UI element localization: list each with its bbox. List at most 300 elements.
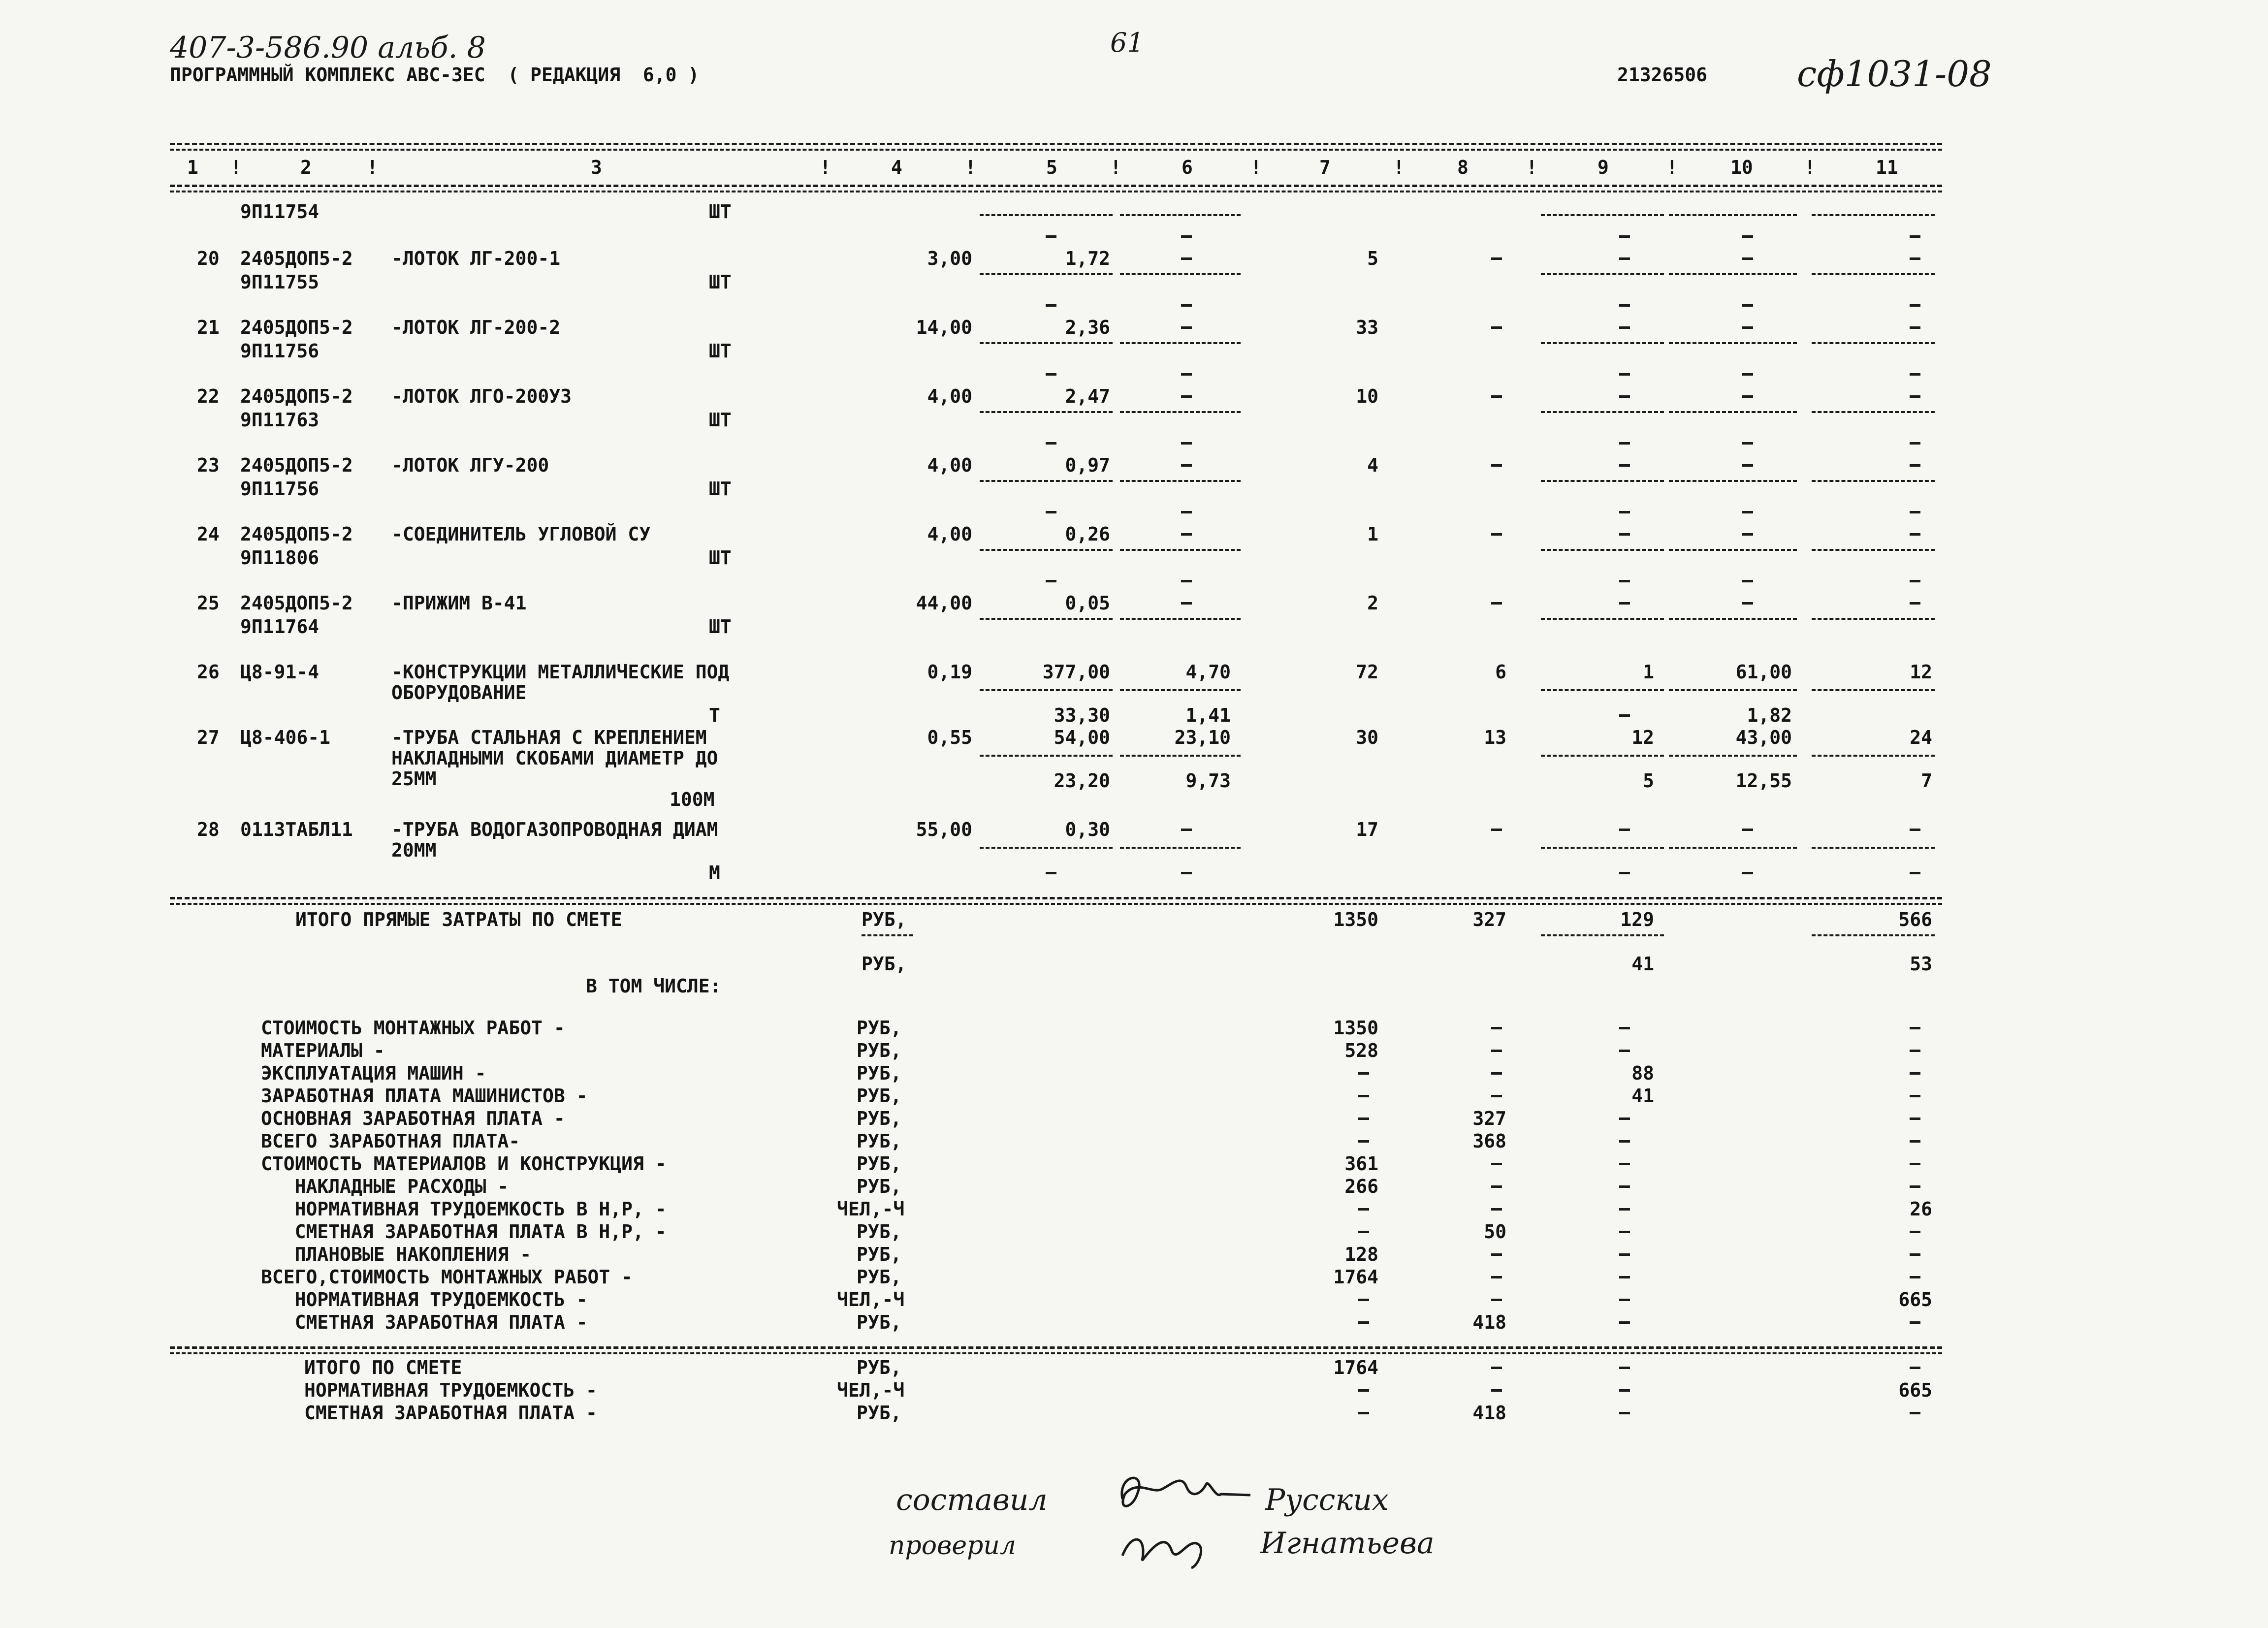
final-rule bbox=[170, 1346, 1942, 1349]
column-header-10: 10 bbox=[1730, 157, 1753, 178]
empty-value-dash bbox=[1742, 511, 1753, 513]
cell-rule bbox=[980, 847, 1113, 849]
column-separator: ! bbox=[1526, 157, 1537, 178]
row-unit-cost: 0,97 bbox=[1065, 454, 1110, 476]
row-unit: М bbox=[709, 862, 720, 884]
cell-rule bbox=[1541, 689, 1664, 691]
empty-value-dash bbox=[1910, 1140, 1920, 1143]
row-unit-cost: 377,00 bbox=[1042, 661, 1110, 683]
row-quantity: 4,00 bbox=[927, 523, 972, 545]
cell-rule bbox=[1669, 342, 1797, 344]
row-quantity: 4,00 bbox=[927, 385, 972, 407]
empty-value-dash bbox=[1742, 580, 1753, 582]
row-name-continued: НАКЛАДНЫМИ СКОБАМИ ДИАМЕТР ДО bbox=[391, 747, 718, 769]
row-code: 2405ДОП5-2 bbox=[240, 317, 353, 338]
empty-value-dash bbox=[1619, 257, 1630, 260]
cell-rule bbox=[1812, 342, 1935, 344]
checker-name: Игнатьева bbox=[1260, 1526, 1435, 1561]
column-header-11: 11 bbox=[1876, 157, 1898, 178]
empty-value-dash bbox=[1742, 533, 1753, 536]
column-header-2: 2 bbox=[300, 157, 312, 178]
column-header-rule bbox=[170, 185, 1942, 187]
row-quantity: 14,00 bbox=[916, 317, 972, 338]
row-code: Ц8-91-4 bbox=[240, 661, 319, 683]
row-quantity: 4,00 bbox=[927, 454, 972, 476]
cell-rule bbox=[1541, 549, 1664, 551]
empty-value-dash bbox=[1619, 829, 1630, 831]
row-unit-cost-secondary: 33,30 bbox=[1054, 704, 1110, 726]
empty-value-dash bbox=[1358, 1208, 1369, 1211]
empty-value-dash bbox=[1910, 1276, 1920, 1278]
cell-rule bbox=[1812, 480, 1935, 482]
row-total: 10 bbox=[1356, 385, 1378, 407]
row-machine-secondary: 5 bbox=[1643, 770, 1654, 792]
row-quantity: 0,55 bbox=[927, 727, 972, 748]
row-total: 2 bbox=[1367, 592, 1378, 614]
checker-signature bbox=[1113, 1521, 1231, 1570]
empty-value-dash bbox=[1181, 235, 1192, 238]
cell-rule bbox=[1669, 411, 1797, 413]
cell-rule bbox=[862, 934, 913, 936]
empty-value-dash bbox=[1910, 304, 1920, 307]
row-number: 20 bbox=[197, 248, 220, 269]
empty-value-dash bbox=[1910, 326, 1920, 329]
row-number: 23 bbox=[197, 454, 220, 476]
column-separator: ! bbox=[1250, 157, 1262, 178]
row-number: 25 bbox=[197, 592, 220, 614]
breakdown-label: ОСНОВНАЯ ЗАРАБОТНАЯ ПЛАТА - bbox=[261, 1108, 565, 1129]
column-header-6: 6 bbox=[1182, 157, 1193, 178]
empty-value-dash bbox=[1491, 395, 1502, 398]
row-labor-norm-secondary: 1,82 bbox=[1747, 704, 1792, 726]
empty-value-dash bbox=[1910, 533, 1920, 536]
empty-value-dash bbox=[1619, 602, 1630, 605]
breakdown-value: 361 bbox=[1344, 1153, 1378, 1175]
empty-value-dash bbox=[1358, 1095, 1369, 1097]
empty-value-dash bbox=[1619, 395, 1630, 398]
cell-rule bbox=[1812, 549, 1935, 551]
cell-rule bbox=[980, 755, 1113, 757]
cell-rule bbox=[1120, 411, 1241, 413]
row-number: 22 bbox=[197, 385, 220, 407]
column-header-8: 8 bbox=[1457, 157, 1469, 178]
row-quantity: 0,19 bbox=[927, 661, 972, 683]
checked-by-label: проверил bbox=[889, 1531, 1017, 1561]
empty-value-dash bbox=[1358, 1299, 1369, 1301]
empty-value-dash bbox=[1619, 1253, 1630, 1256]
empty-value-dash bbox=[1046, 872, 1056, 874]
cell-rule bbox=[1120, 342, 1241, 344]
cell-rule bbox=[1669, 618, 1797, 620]
empty-value-dash bbox=[1619, 442, 1630, 445]
empty-value-dash bbox=[1742, 872, 1753, 874]
breakdown-value: 41 bbox=[1631, 1085, 1654, 1107]
cell-rule bbox=[1812, 847, 1935, 849]
empty-value-dash bbox=[1910, 1412, 1920, 1414]
cell-rule bbox=[980, 549, 1113, 551]
row-name: -ТРУБА ВОДОГАЗОПРОВОДНАЯ ДИАМ bbox=[391, 819, 718, 840]
column-header-7: 7 bbox=[1319, 157, 1331, 178]
row-name: -СОЕДИНИТЕЛЬ УГЛОВОЙ СУ bbox=[391, 523, 651, 545]
cell-rule bbox=[1541, 411, 1664, 413]
breakdown-label: СТОИМОСТЬ МАТЕРИАЛОВ И КОНСТРУКЦИЯ - bbox=[261, 1153, 667, 1175]
empty-value-dash bbox=[1046, 580, 1056, 582]
table-top-rule-2 bbox=[170, 149, 1942, 151]
direct-costs-labor-secondary: 53 bbox=[1910, 953, 1932, 975]
row-ref-code: 9П11756 bbox=[240, 340, 319, 362]
column-separator: ! bbox=[1666, 157, 1678, 178]
page-number: 61 bbox=[1110, 27, 1144, 58]
cell-rule bbox=[1669, 689, 1797, 691]
empty-value-dash bbox=[1491, 1163, 1502, 1165]
empty-value-dash bbox=[1910, 1321, 1920, 1324]
row-name: -ЛОТОК ЛГО-200У3 bbox=[391, 385, 572, 407]
empty-value-dash bbox=[1910, 1027, 1920, 1029]
row-code: 2405ДОП5-2 bbox=[240, 523, 353, 545]
cell-rule bbox=[1541, 847, 1664, 849]
breakdown-unit: РУБ, bbox=[857, 1311, 902, 1333]
cell-rule bbox=[1812, 214, 1935, 216]
row-ref-code: 9П11754 bbox=[240, 201, 319, 223]
cell-rule bbox=[1669, 214, 1797, 216]
cell-rule bbox=[1120, 480, 1241, 482]
row-machine: 1 bbox=[1643, 661, 1654, 683]
empty-value-dash bbox=[1491, 829, 1502, 831]
empty-value-dash bbox=[1742, 257, 1753, 260]
empty-value-dash bbox=[1181, 872, 1192, 874]
empty-value-dash bbox=[1491, 1027, 1502, 1029]
cell-rule bbox=[1812, 934, 1935, 936]
breakdown-unit: РУБ, bbox=[857, 1221, 902, 1243]
row-unit: ШТ bbox=[709, 409, 732, 431]
cell-rule bbox=[1541, 214, 1664, 216]
cell-rule bbox=[1541, 755, 1664, 757]
breakdown-unit: РУБ, bbox=[857, 1062, 902, 1084]
cell-rule bbox=[1541, 934, 1664, 936]
breakdown-value: 528 bbox=[1344, 1040, 1378, 1061]
row-labor-total-secondary: 7 bbox=[1921, 770, 1932, 792]
breakdown-value: 327 bbox=[1472, 1108, 1506, 1129]
empty-value-dash bbox=[1619, 373, 1630, 376]
row-ref-code: 9П11764 bbox=[240, 616, 319, 638]
empty-value-dash bbox=[1910, 580, 1920, 582]
row-quantity: 55,00 bbox=[916, 819, 972, 840]
row-code: 2405ДОП5-2 bbox=[240, 592, 353, 614]
empty-value-dash bbox=[1491, 1253, 1502, 1256]
row-number: 27 bbox=[197, 727, 220, 748]
row-total: 33 bbox=[1356, 317, 1378, 338]
row-unit-wage: 23,10 bbox=[1174, 727, 1231, 748]
empty-value-dash bbox=[1910, 442, 1920, 445]
empty-value-dash bbox=[1619, 235, 1630, 238]
breakdown-label: ВСЕГО ЗАРАБОТНАЯ ПЛАТА- bbox=[261, 1130, 520, 1152]
row-code: 2405ДОП5-2 bbox=[240, 385, 353, 407]
direct-costs-machine: 129 bbox=[1620, 909, 1654, 930]
album-code: 407-3-586.90 альб. 8 bbox=[170, 31, 486, 65]
final-total-unit: ЧЕЛ,-Ч bbox=[837, 1379, 905, 1401]
including-label: В ТОМ ЧИСЛЕ: bbox=[586, 975, 721, 997]
row-ref-code: 9П11756 bbox=[240, 478, 319, 500]
column-separator: ! bbox=[820, 157, 831, 178]
empty-value-dash bbox=[1619, 1208, 1630, 1211]
direct-costs-wage: 327 bbox=[1472, 909, 1506, 930]
breakdown-unit: РУБ, bbox=[857, 1040, 902, 1061]
row-name-continued: 25ММ bbox=[391, 768, 437, 790]
breakdown-unit: РУБ, bbox=[857, 1176, 902, 1197]
row-quantity: 44,00 bbox=[916, 592, 972, 614]
breakdown-unit: РУБ, bbox=[857, 1244, 902, 1265]
cell-rule bbox=[1120, 847, 1241, 849]
breakdown-value: 50 bbox=[1484, 1221, 1506, 1243]
compiler-name: Русских bbox=[1265, 1483, 1389, 1517]
breakdown-label: ВСЕГО,СТОИМОСТЬ МОНТАЖНЫХ РАБОТ - bbox=[261, 1266, 633, 1288]
empty-value-dash bbox=[1619, 1050, 1630, 1052]
row-ref-code: 9П11763 bbox=[240, 409, 319, 431]
document-number: 21326506 bbox=[1617, 64, 1708, 86]
row-labor-norm: 43,00 bbox=[1735, 727, 1792, 748]
empty-value-dash bbox=[1910, 1072, 1920, 1075]
column-separator: ! bbox=[367, 157, 378, 178]
cell-rule bbox=[1541, 342, 1664, 344]
direct-costs-label: ИТОГО ПРЯМЫЕ ЗАТРАТЫ ПО СМЕТЕ bbox=[295, 909, 622, 930]
breakdown-label: НАКЛАДНЫЕ РАСХОДЫ - bbox=[261, 1176, 509, 1197]
final-total-value: 1764 bbox=[1333, 1357, 1378, 1378]
row-name: -ПРИЖИМ В-41 bbox=[391, 592, 527, 614]
final-total-unit: РУБ, bbox=[857, 1357, 902, 1378]
cell-rule bbox=[1669, 847, 1797, 849]
row-machine: 12 bbox=[1631, 727, 1654, 748]
cell-rule bbox=[1120, 549, 1241, 551]
empty-value-dash bbox=[1910, 257, 1920, 260]
row-unit-cost: 0,30 bbox=[1065, 819, 1110, 840]
cell-rule bbox=[980, 618, 1113, 620]
row-unit-cost: 2,36 bbox=[1065, 317, 1110, 338]
breakdown-unit: РУБ, bbox=[857, 1108, 902, 1129]
empty-value-dash bbox=[1910, 1117, 1920, 1120]
empty-value-dash bbox=[1742, 373, 1753, 376]
row-name: -ТРУБА СТАЛЬНАЯ С КРЕПЛЕНИЕМ bbox=[391, 727, 707, 748]
cell-rule bbox=[980, 214, 1113, 216]
row-labor-norm-secondary: 12,55 bbox=[1735, 770, 1792, 792]
breakdown-value: 665 bbox=[1898, 1289, 1932, 1310]
final-total-unit: РУБ, bbox=[857, 1402, 902, 1424]
empty-value-dash bbox=[1181, 511, 1192, 513]
empty-value-dash bbox=[1619, 1185, 1630, 1188]
direct-costs-machine-secondary: 41 bbox=[1631, 953, 1654, 975]
empty-value-dash bbox=[1619, 1299, 1630, 1301]
row-name: -ЛОТОК ЛГУ-200 bbox=[391, 454, 549, 476]
section-rule bbox=[170, 897, 1942, 899]
direct-costs-total: 1350 bbox=[1333, 909, 1378, 930]
column-separator: ! bbox=[230, 157, 242, 178]
empty-value-dash bbox=[1046, 511, 1056, 513]
row-total: 72 bbox=[1356, 661, 1378, 683]
empty-value-dash bbox=[1910, 395, 1920, 398]
empty-value-dash bbox=[1619, 872, 1630, 874]
empty-value-dash bbox=[1046, 373, 1056, 376]
row-total: 30 bbox=[1356, 727, 1378, 748]
empty-value-dash bbox=[1619, 1027, 1630, 1029]
cell-rule bbox=[1812, 273, 1935, 275]
empty-value-dash bbox=[1742, 829, 1753, 831]
cell-rule bbox=[980, 480, 1113, 482]
breakdown-label: НОРМАТИВНАЯ ТРУДОЕМКОСТЬ В Н,Р, - bbox=[261, 1198, 667, 1220]
row-total: 4 bbox=[1367, 454, 1378, 476]
row-labor-total: 24 bbox=[1910, 727, 1932, 748]
empty-value-dash bbox=[1358, 1072, 1369, 1075]
empty-value-dash bbox=[1742, 395, 1753, 398]
empty-value-dash bbox=[1619, 580, 1630, 582]
table-top-rule bbox=[170, 143, 1942, 145]
empty-value-dash bbox=[1910, 1253, 1920, 1256]
empty-value-dash bbox=[1046, 442, 1056, 445]
empty-value-dash bbox=[1619, 1321, 1630, 1324]
row-unit: ШТ bbox=[709, 271, 732, 293]
empty-value-dash bbox=[1742, 304, 1753, 307]
row-name: -КОНСТРУКЦИИ МЕТАЛЛИЧЕСКИЕ ПОД bbox=[391, 661, 730, 683]
row-wage-total: 6 bbox=[1495, 661, 1506, 683]
row-unit-wage-secondary: 1,41 bbox=[1185, 704, 1231, 726]
empty-value-dash bbox=[1491, 464, 1502, 467]
empty-value-dash bbox=[1491, 1208, 1502, 1211]
empty-value-dash bbox=[1619, 1231, 1630, 1233]
cell-rule bbox=[1541, 273, 1664, 275]
empty-value-dash bbox=[1181, 373, 1192, 376]
breakdown-unit: РУБ, bbox=[857, 1085, 902, 1107]
empty-value-dash bbox=[1619, 1163, 1630, 1165]
breakdown-label: ЭКСПЛУАТАЦИЯ МАШИН - bbox=[261, 1062, 486, 1084]
empty-value-dash bbox=[1910, 1095, 1920, 1097]
final-total-label: НОРМАТИВНАЯ ТРУДОЕМКОСТЬ - bbox=[304, 1379, 597, 1401]
empty-value-dash bbox=[1910, 373, 1920, 376]
breakdown-unit: РУБ, bbox=[857, 1017, 902, 1039]
empty-value-dash bbox=[1491, 1367, 1502, 1369]
breakdown-label: ЗАРАБОТНАЯ ПЛАТА МАШИНИСТОВ - bbox=[261, 1085, 588, 1107]
cell-rule bbox=[980, 689, 1113, 691]
row-name: -ЛОТОК ЛГ-200-1 bbox=[391, 248, 561, 269]
column-header-5: 5 bbox=[1046, 157, 1057, 178]
empty-value-dash bbox=[1619, 533, 1630, 536]
row-unit-cost: 54,00 bbox=[1054, 727, 1110, 748]
empty-value-dash bbox=[1181, 580, 1192, 582]
row-wage-total: 13 bbox=[1484, 727, 1506, 748]
breakdown-label: СМЕТНАЯ ЗАРАБОТНАЯ ПЛАТА В Н,Р, - bbox=[261, 1221, 667, 1243]
cell-rule bbox=[1541, 480, 1664, 482]
empty-value-dash bbox=[1491, 257, 1502, 260]
breakdown-value: 128 bbox=[1344, 1244, 1378, 1265]
empty-value-dash bbox=[1491, 1389, 1502, 1392]
final-rule-2 bbox=[170, 1352, 1942, 1354]
compiler-signature bbox=[1108, 1465, 1255, 1519]
section-rule-2 bbox=[170, 903, 1942, 905]
empty-value-dash bbox=[1619, 1389, 1630, 1392]
breakdown-value: 88 bbox=[1631, 1062, 1654, 1084]
final-total-label: СМЕТНАЯ ЗАРАБОТНАЯ ПЛАТА - bbox=[304, 1402, 597, 1424]
empty-value-dash bbox=[1619, 1412, 1630, 1414]
direct-costs-unit-secondary: РУБ, bbox=[862, 953, 907, 975]
direct-costs-unit: РУБ, bbox=[862, 909, 907, 930]
empty-value-dash bbox=[1742, 326, 1753, 329]
empty-value-dash bbox=[1910, 1231, 1920, 1233]
empty-value-dash bbox=[1910, 1163, 1920, 1165]
cell-rule bbox=[980, 273, 1113, 275]
breakdown-unit: РУБ, bbox=[857, 1130, 902, 1152]
row-unit: ШТ bbox=[709, 616, 732, 638]
empty-value-dash bbox=[1491, 1299, 1502, 1301]
cell-rule bbox=[1120, 214, 1241, 216]
empty-value-dash bbox=[1619, 511, 1630, 513]
empty-value-dash bbox=[1910, 1367, 1920, 1369]
row-name: -ЛОТОК ЛГ-200-2 bbox=[391, 317, 561, 338]
row-code: Ц8-406-1 bbox=[240, 727, 331, 748]
breakdown-unit: РУБ, bbox=[857, 1153, 902, 1175]
row-code: 2405ДОП5-2 bbox=[240, 454, 353, 476]
breakdown-label: ПЛАНОВЫЕ НАКОПЛЕНИЯ - bbox=[261, 1244, 532, 1265]
row-code: 0113ТАБЛ11 bbox=[240, 819, 353, 840]
row-number: 24 bbox=[197, 523, 220, 545]
empty-value-dash bbox=[1046, 235, 1056, 238]
breakdown-value: 26 bbox=[1910, 1198, 1932, 1220]
row-unit-wage-secondary: 9,73 bbox=[1185, 770, 1231, 792]
row-name-continued: 20ММ bbox=[391, 839, 437, 861]
row-unit: 100М bbox=[670, 789, 715, 810]
breakdown-label: МАТЕРИАЛЫ - bbox=[261, 1040, 385, 1061]
cell-rule bbox=[980, 411, 1113, 413]
direct-costs-labor: 566 bbox=[1898, 909, 1932, 930]
empty-value-dash bbox=[1491, 1276, 1502, 1278]
cell-rule bbox=[1669, 549, 1797, 551]
row-unit: ШТ bbox=[709, 547, 732, 569]
column-separator: ! bbox=[1110, 157, 1121, 178]
column-header-9: 9 bbox=[1597, 157, 1609, 178]
breakdown-unit: ЧЕЛ,-Ч bbox=[837, 1198, 905, 1220]
empty-value-dash bbox=[1742, 442, 1753, 445]
cell-rule bbox=[1812, 689, 1935, 691]
final-total-value: 665 bbox=[1898, 1379, 1932, 1401]
row-unit-cost: 0,26 bbox=[1065, 523, 1110, 545]
final-total-value: 418 bbox=[1472, 1402, 1506, 1424]
empty-value-dash bbox=[1619, 304, 1630, 307]
breakdown-value: 368 bbox=[1472, 1130, 1506, 1152]
empty-value-dash bbox=[1910, 1185, 1920, 1188]
row-unit-cost: 1,72 bbox=[1065, 248, 1110, 269]
row-unit-cost: 0,05 bbox=[1065, 592, 1110, 614]
cell-rule bbox=[1812, 755, 1935, 757]
sheet-mark: сф1031-08 bbox=[1797, 53, 1992, 95]
empty-value-dash bbox=[1046, 304, 1056, 307]
empty-value-dash bbox=[1742, 602, 1753, 605]
cell-rule bbox=[1120, 618, 1241, 620]
empty-value-dash bbox=[1619, 1367, 1630, 1369]
cell-rule bbox=[1669, 480, 1797, 482]
row-unit-cost: 2,47 bbox=[1065, 385, 1110, 407]
breakdown-value: 1350 bbox=[1333, 1017, 1378, 1039]
row-total: 5 bbox=[1367, 248, 1378, 269]
row-code: 2405ДОП5-2 bbox=[240, 248, 353, 269]
cell-rule bbox=[1812, 411, 1935, 413]
breakdown-label: СМЕТНАЯ ЗАРАБОТНАЯ ПЛАТА - bbox=[261, 1311, 588, 1333]
cell-rule bbox=[1812, 618, 1935, 620]
empty-value-dash bbox=[1181, 304, 1192, 307]
row-labor-norm: 61,00 bbox=[1735, 661, 1792, 683]
empty-value-dash bbox=[1619, 1276, 1630, 1278]
empty-value-dash bbox=[1742, 235, 1753, 238]
column-separator: ! bbox=[965, 157, 976, 178]
compiled-by-label: составил bbox=[896, 1483, 1048, 1517]
row-unit: ШТ bbox=[709, 201, 732, 223]
empty-value-dash bbox=[1619, 1140, 1630, 1143]
cell-rule bbox=[1669, 755, 1797, 757]
